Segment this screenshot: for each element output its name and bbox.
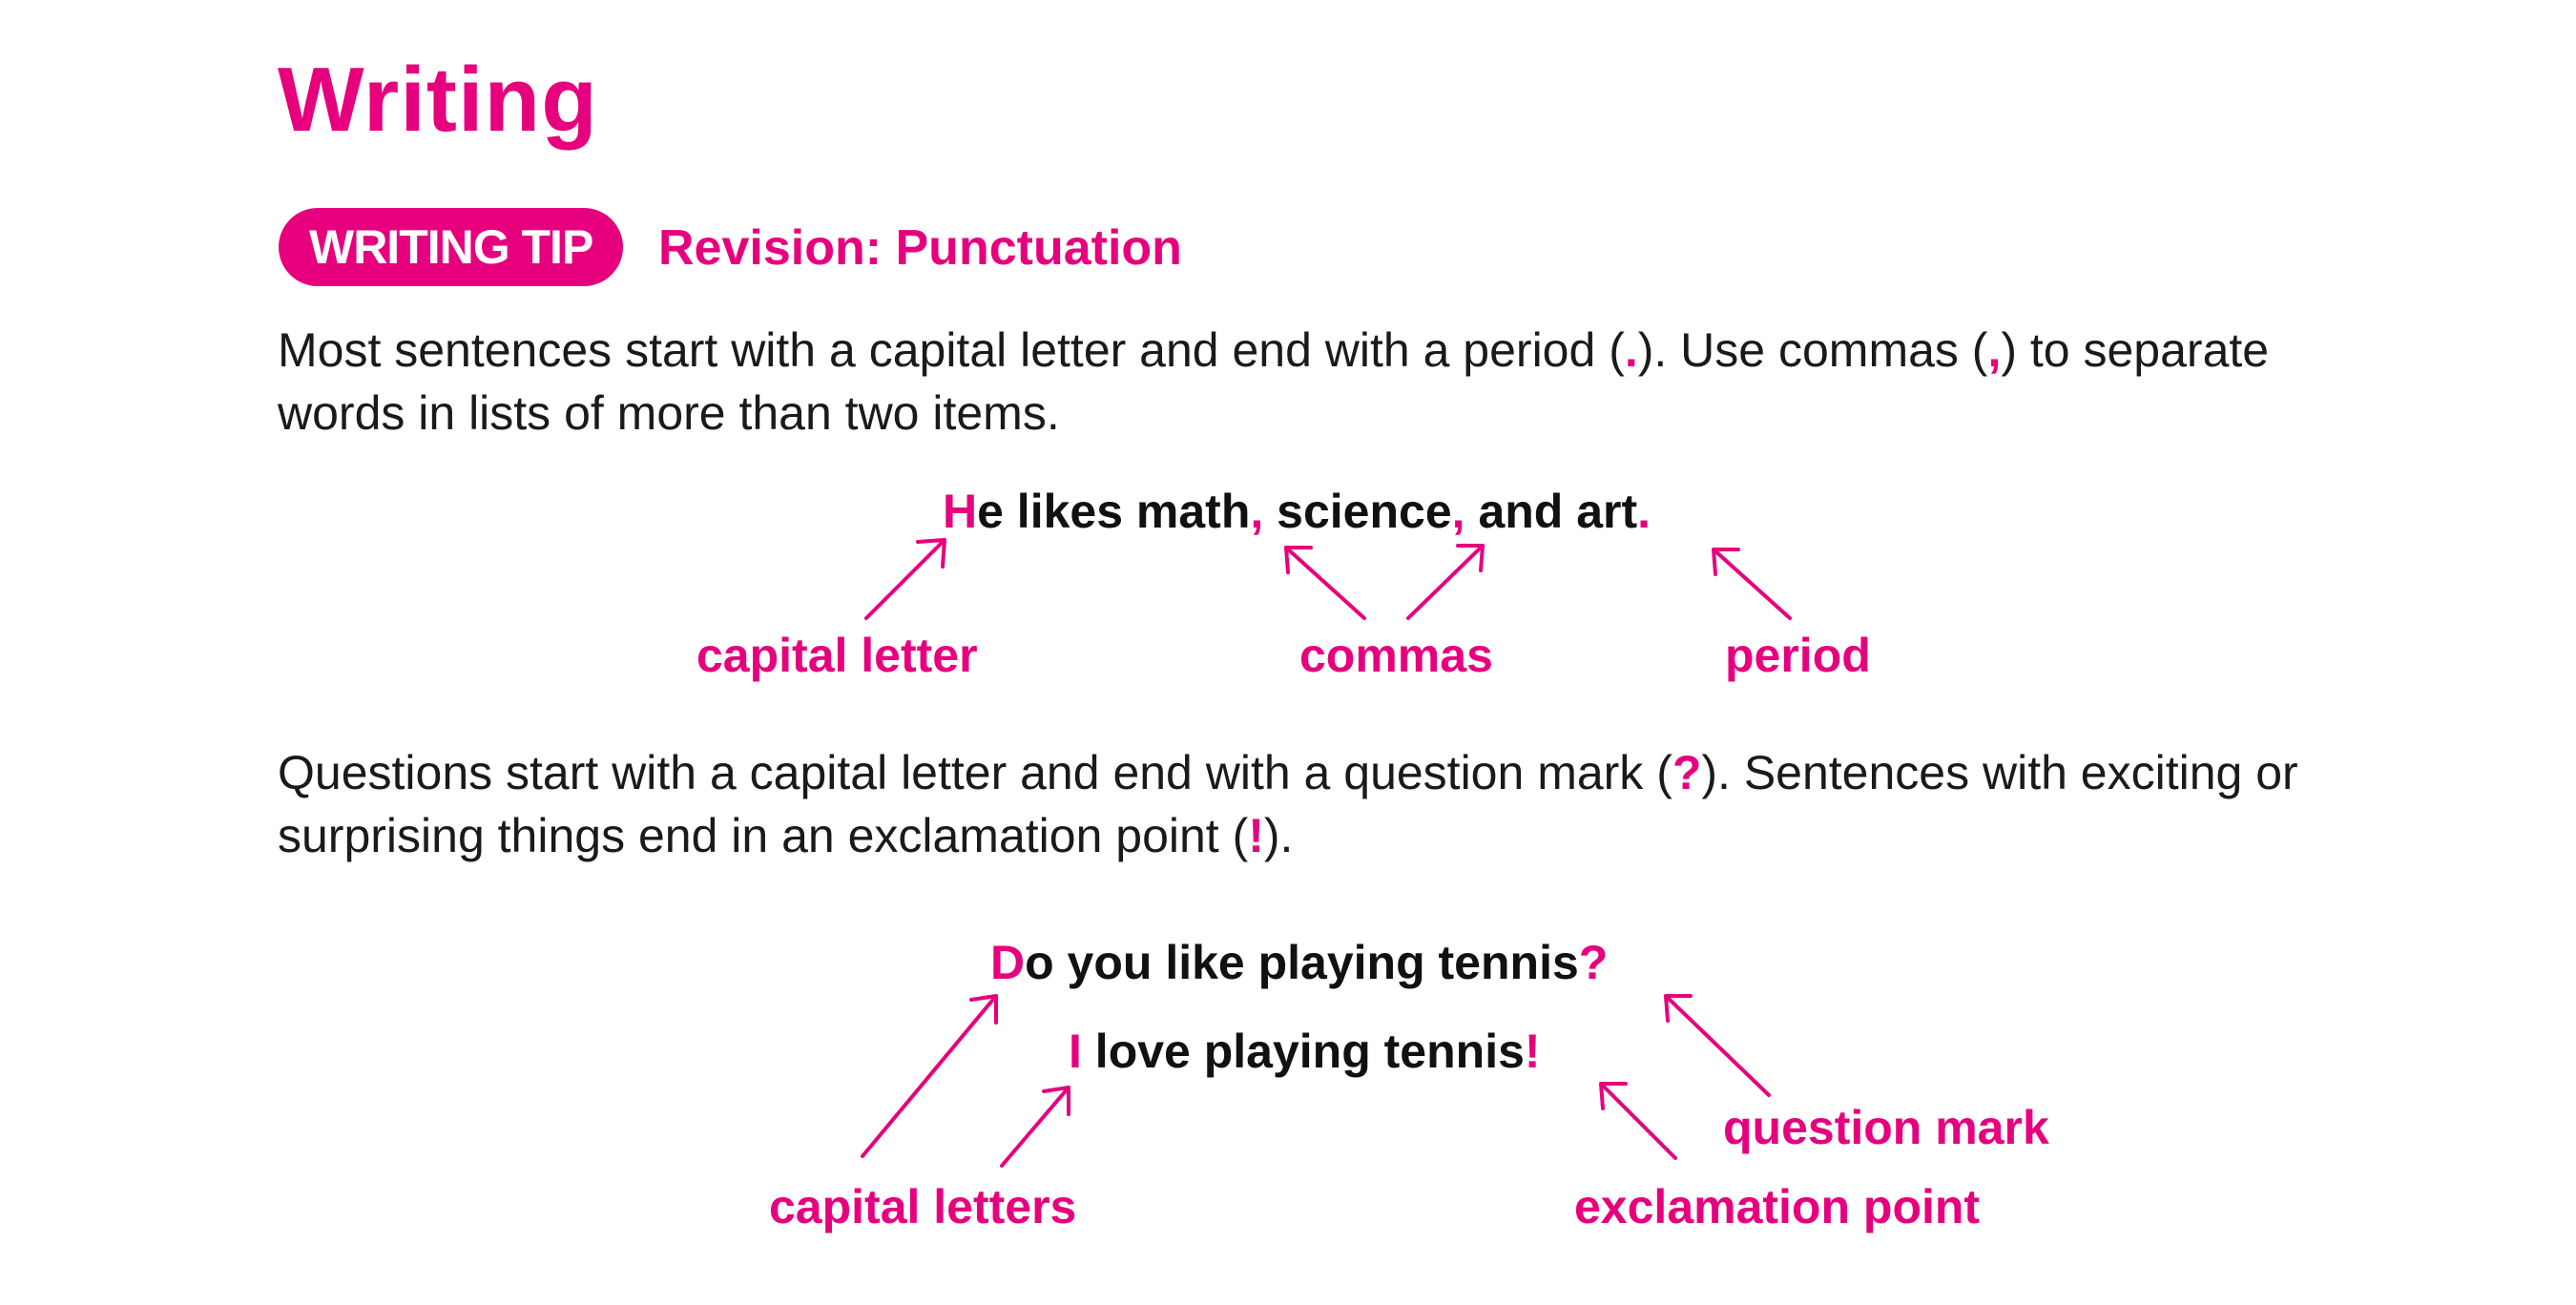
arrow-exclamation [1601, 1084, 1675, 1158]
arrow-question [1666, 996, 1769, 1095]
label-question-mark: question mark [1723, 1101, 2049, 1154]
label-capital-letters: capital letters [769, 1180, 1077, 1233]
period-mark: . [1624, 323, 1638, 377]
writing-tip-badge: WRITING TIP [279, 208, 623, 286]
para1-text-b: ). Use commas ( [1637, 323, 1988, 377]
example1-part3: and art [1465, 485, 1638, 538]
comma-mark: , [1987, 323, 2002, 377]
arrow-capital-letter [866, 540, 945, 618]
label-period: period [1725, 629, 1871, 682]
label-exclamation-point: exclamation point [1574, 1180, 1981, 1233]
example3-capital: I [1069, 1025, 1082, 1078]
exclamation-mark: ! [1248, 809, 1264, 862]
para1-text-c: ) to separate words in lists of more than two items. [278, 323, 2270, 440]
arrow-comma-2 [1408, 546, 1483, 618]
page-title: Writing [278, 49, 598, 151]
question-mark: ? [1672, 746, 1702, 799]
example1-period: . [1637, 485, 1652, 538]
example2-question: ? [1578, 936, 1609, 989]
arrow-capital-d [862, 996, 996, 1156]
arrow-period [1714, 549, 1790, 618]
example1-comma1: , [1250, 485, 1264, 538]
example2-capital: D [990, 936, 1026, 989]
para2-text-a: Questions start with a capital letter and end with a question mark ( [278, 746, 1672, 799]
example2-rest: o you like playing tennis [1025, 936, 1579, 989]
example3-rest: love playing tennis [1081, 1025, 1525, 1078]
example1-part2: science [1263, 485, 1452, 538]
label-capital-letter: capital letter [696, 629, 978, 682]
para2-text-c: ). [1263, 809, 1294, 862]
para2-text-b: ). Sentences with exciting or surprising things end in an exclamation point ( [278, 746, 2298, 862]
example3-exclamation: ! [1524, 1025, 1541, 1078]
arrow-capital-i [1002, 1088, 1069, 1166]
arrow-comma-1 [1286, 548, 1364, 618]
example1-part1: e likes math [977, 485, 1251, 538]
example1-capital: H [943, 485, 978, 538]
tip-heading: Revision: Punctuation [658, 220, 1182, 276]
example1-comma2: , [1451, 485, 1465, 538]
para1-text-a: Most sentences start with a capital letter and end with a period ( [278, 323, 1625, 377]
label-commas: commas [1299, 629, 1493, 682]
